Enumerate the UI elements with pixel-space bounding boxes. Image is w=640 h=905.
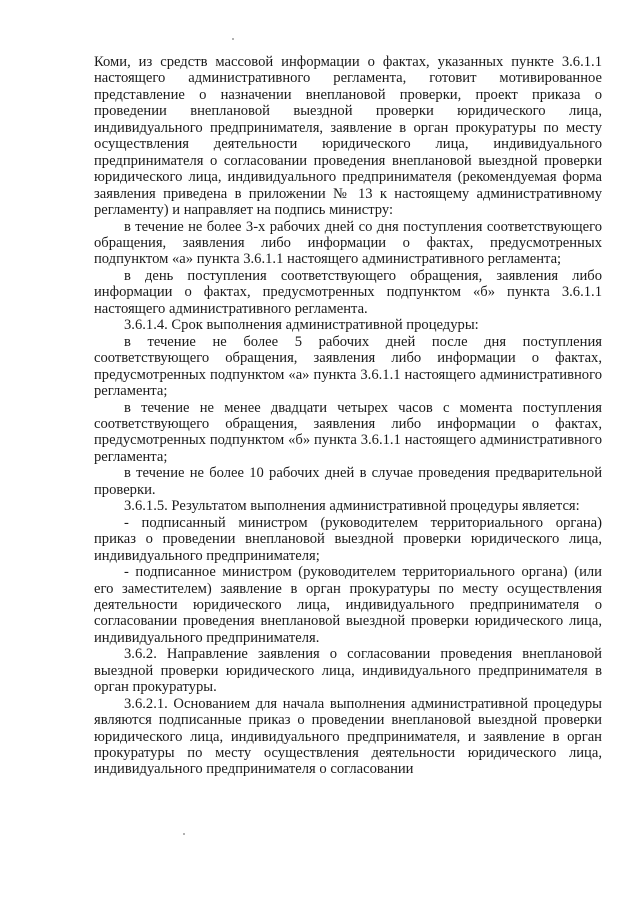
scan-speck [183, 833, 185, 835]
paragraph-term-b: в день поступления соответствующего обращения, заявления либо информации о фактах, предусмотренных подпунктом «б» пункта 3.6.1.1 настоящего административного регламента. [94, 267, 602, 317]
paragraph-3-6-1-4: 3.6.1.4. Срок выполнения административной процедуры: [124, 317, 479, 334]
paragraph-3-6-1-5: 3.6.1.5. Результатом выполнения административной процедуры является: [124, 498, 580, 515]
paragraph-term-a: в течение не более 3-х рабочих дней со дня поступления соответствующего обращения, заявления либо информации о фактах, предусмотренных подпунктом «а» пункта 3.6.1.1 настоящего административного регламента; [94, 218, 602, 268]
paragraph-deadline-b: в течение не менее двадцати четырех часов с момента поступления соответствующего обращения, заявления либо информации о фактах, предусмотренных подпунктом «б» пункта 3.6.1.1 настоящего административного регламента; [94, 399, 602, 465]
paragraph-deadline-preliminary: в течение не более 10 рабочих дней в случае проведения предварительной проверки. [94, 465, 602, 498]
paragraph-intro: Коми, из средств массовой информации о фактах, указанных пункте 3.6.1.1 настоящего административного регламента, готовит мотивированное представление о назначении внеплановой проверки, проект приказа о проведении внеплановой выездной проверки юридического лица, индивидуального предпринимателя, заявление в орган прокуратуры по месту осуществления деятельности юридического лица, индивидуального предпринимателя о согласовании проведения внеплановой выездной проверки юридического лица, индивидуального предпринимателя (рекомендуемая форма заявления приведена в приложении № 13 к настоящему административному регламенту) и направляет на подпись министру: [94, 54, 602, 219]
paragraph-result-application: - подписанное министром (руководителем территориального органа) (или его заместителем) заявление в орган прокуратуры по месту осуществления деятельности юридического лица, индивидуального предпринимателя о согласовании проведения внеплановой выездной проверки юридического лица, индивидуального предпринимателя. [94, 564, 602, 646]
document-page [94, 54, 602, 778]
paragraph-result-order: - подписанный министром (руководителем территориального органа) приказ о проведении внеплановой выездной проверки юридического лица, индивидуального предпринимателя; [94, 514, 602, 564]
paragraph-3-6-2: 3.6.2. Направление заявления о согласовании проведения внеплановой выездной проверки юридического лица, индивидуального предпринимателя в орган прокуратуры. [94, 646, 602, 696]
paragraph-deadline-a: в течение не более 5 рабочих дней после дня поступления соответствующего обращения, заявления либо информации о фактах, предусмотренных подпунктом «а» пункта 3.6.1.1 настоящего административного регламента; [94, 333, 602, 400]
scan-speck [232, 38, 234, 40]
paragraph-3-6-2-1: 3.6.2.1. Основанием для начала выполнения административной процедуры являются подписанные приказ о проведении внеплановой выездной проверки юридического лица, индивидуального предпринимателя, и заявление в орган прокуратуры по месту осуществления деятельности юридического лица, индивидуального предпринимателя о согласовании [94, 695, 602, 778]
